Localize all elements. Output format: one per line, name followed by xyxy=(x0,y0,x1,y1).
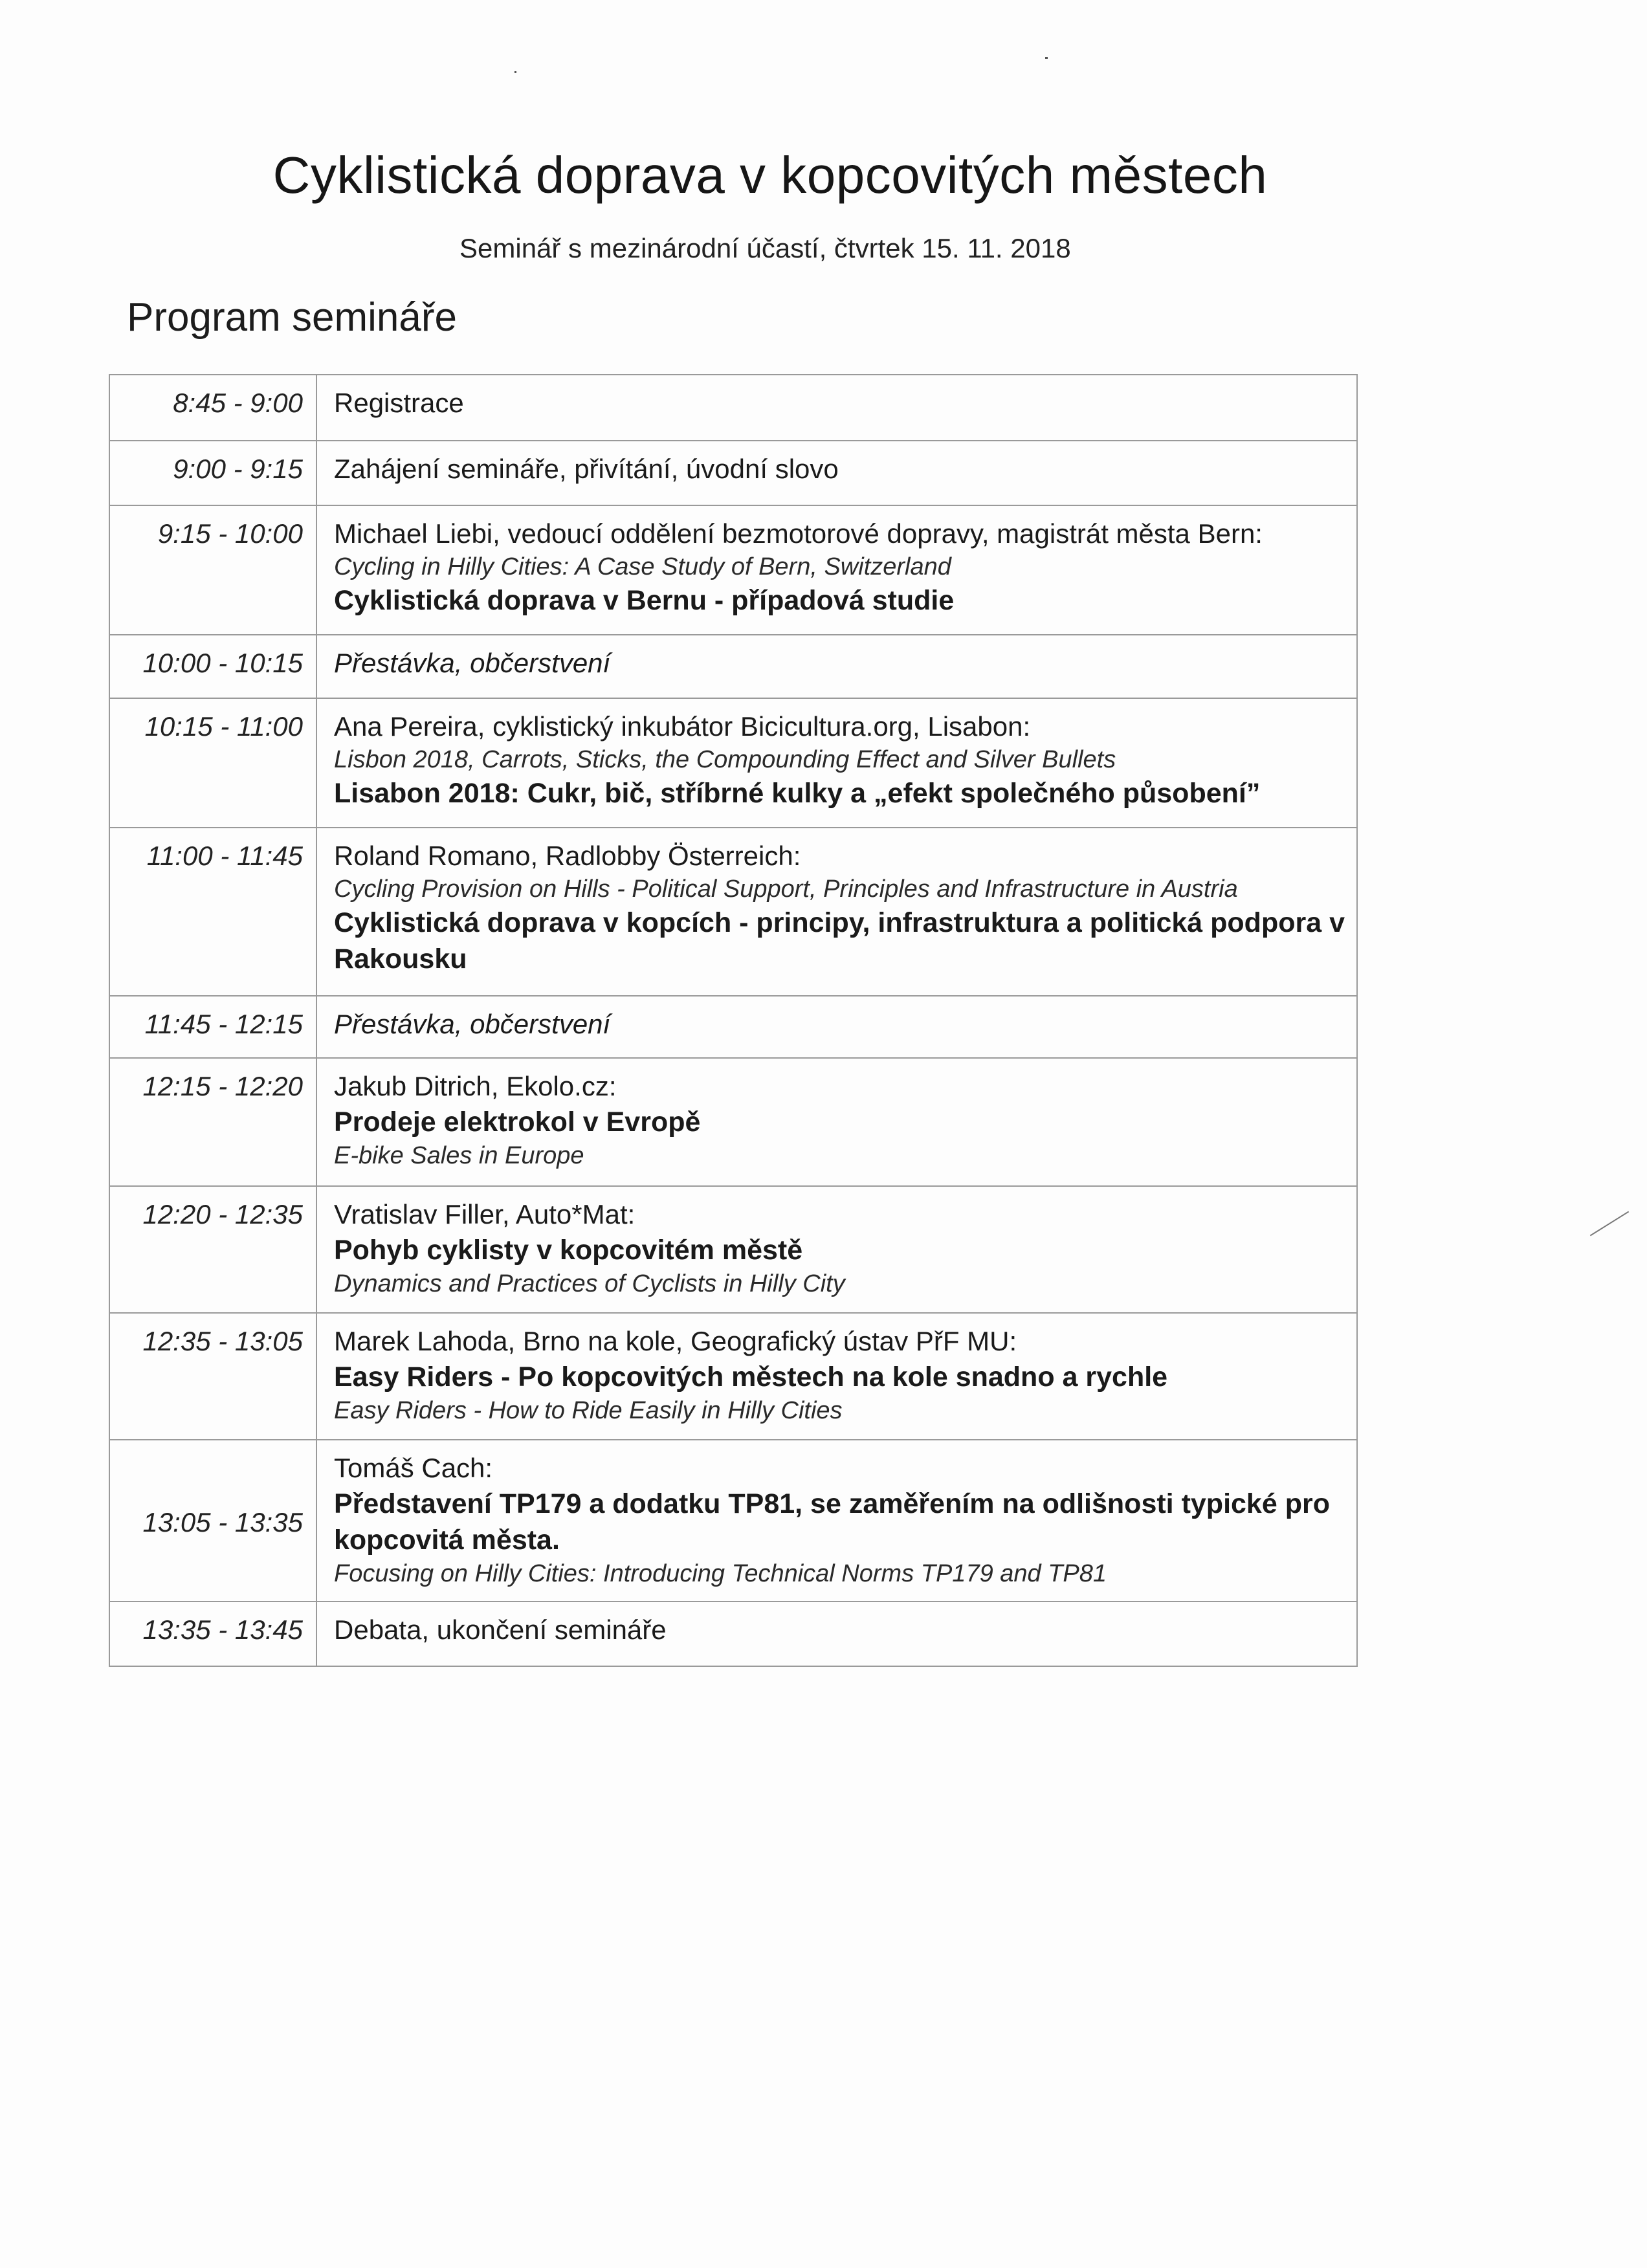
time-cell: 9:00 - 9:15 xyxy=(109,441,316,505)
schedule-row xyxy=(109,441,1357,505)
talk-title-cz: Pohyb cyklisty v kopcovitém městě xyxy=(334,1235,803,1266)
talk-title-en: E-bike Sales in Europe xyxy=(334,1142,584,1169)
program-heading: Program semináře xyxy=(127,295,457,340)
scan-speck xyxy=(514,71,516,73)
content-cell xyxy=(316,996,1357,1058)
schedule-row xyxy=(109,1602,1357,1666)
content-cell xyxy=(316,635,1357,698)
schedule-row xyxy=(109,375,1357,441)
content-cell xyxy=(316,698,1357,828)
break-text: Přestávka, občerstvení xyxy=(334,1009,611,1039)
talk-title-cz: Představení TP179 a dodatku TP81, se zaměřením na odlišnosti typické pro kopcovitá města. xyxy=(334,1488,1330,1556)
talk-title-en: Focusing on Hilly Cities: Introducing Technical Norms TP179 and TP81 xyxy=(334,1560,1107,1587)
talk-title-en: Dynamics and Practices of Cyclists in Hilly City xyxy=(334,1270,845,1297)
talk-title-cz: Easy Riders - Po kopcovitých městech na kole snadno a rychle xyxy=(334,1361,1168,1393)
page-subtitle: Seminář s mezinárodní účastí, čtvrtek 15. 11. 2018 xyxy=(459,233,1071,263)
item-text: Zahájení semináře, přivítání, úvodní slovo xyxy=(334,454,839,484)
talk-title-cz: Lisabon 2018: Cukr, bič, stříbrné kulky a „efekt společného působení” xyxy=(334,778,1261,809)
item-text: Registrace xyxy=(334,388,464,418)
time-cell: 10:00 - 10:15 xyxy=(109,635,316,698)
talk-title-en: Lisbon 2018, Carrots, Sticks, the Compounding Effect and Silver Bullets xyxy=(334,746,1116,773)
content-cell xyxy=(316,505,1357,635)
time-cell: 10:15 - 11:00 xyxy=(109,698,316,828)
time-cell: 12:20 - 12:35 xyxy=(109,1186,316,1313)
speaker-line: Marek Lahoda, Brno na kole, Geografický ústav PřF MU: xyxy=(334,1326,1017,1356)
time-cell: 13:35 - 13:45 xyxy=(109,1602,316,1666)
schedule-row xyxy=(109,1313,1357,1440)
content-cell xyxy=(316,441,1357,505)
scan-mark xyxy=(1590,1211,1629,1237)
time-cell: 9:15 - 10:00 xyxy=(109,505,316,635)
schedule-table xyxy=(109,374,1358,1667)
time-cell: 8:45 - 9:00 xyxy=(109,375,316,441)
schedule-row xyxy=(109,635,1357,698)
talk-title-en: Easy Riders - How to Ride Easily in Hilly Cities xyxy=(334,1397,843,1424)
schedule-row xyxy=(109,505,1357,635)
content-cell xyxy=(316,1058,1357,1186)
time-cell: 11:45 - 12:15 xyxy=(109,996,316,1058)
speaker-line: Roland Romano, Radlobby Österreich: xyxy=(334,841,801,871)
talk-title-en: Cycling in Hilly Cities: A Case Study of Bern, Switzerland xyxy=(334,553,951,580)
time-cell: 12:35 - 13:05 xyxy=(109,1313,316,1440)
schedule-row xyxy=(109,996,1357,1058)
time-cell: 13:05 - 13:35 xyxy=(109,1440,316,1602)
speaker-line: Michael Liebi, vedoucí oddělení bezmotorové dopravy, magistrát města Bern: xyxy=(334,518,1263,549)
schedule-row xyxy=(109,1058,1357,1186)
speaker-line: Tomáš Cach: xyxy=(334,1453,493,1483)
talk-title-cz: Cyklistická doprava v Bernu - případová studie xyxy=(334,585,955,616)
speaker-line: Ana Pereira, cyklistický inkubátor Bicicultura.org, Lisabon: xyxy=(334,711,1031,742)
schedule-row xyxy=(109,1186,1357,1313)
time-cell: 12:15 - 12:20 xyxy=(109,1058,316,1186)
schedule-row xyxy=(109,828,1357,996)
content-cell xyxy=(316,1602,1357,1666)
item-text: Debata, ukončení semináře xyxy=(334,1614,667,1645)
scan-speck xyxy=(1045,57,1048,59)
content-cell xyxy=(316,1440,1357,1602)
content-cell xyxy=(316,1313,1357,1440)
content-cell xyxy=(316,828,1357,996)
talk-title-cz: Prodeje elektrokol v Evropě xyxy=(334,1106,701,1138)
content-cell xyxy=(316,375,1357,441)
page-title: Cyklistická doprava v kopcovitých městech xyxy=(272,146,1268,204)
content-cell xyxy=(316,1186,1357,1313)
schedule-row xyxy=(109,698,1357,828)
speaker-line: Vratislav Filler, Auto*Mat: xyxy=(334,1199,636,1229)
speaker-line: Jakub Ditrich, Ekolo.cz: xyxy=(334,1071,617,1101)
time-cell: 11:00 - 11:45 xyxy=(109,828,316,996)
break-text: Přestávka, občerstvení xyxy=(334,648,611,678)
talk-title-en: Cycling Provision on Hills - Political Support, Principles and Infrastructure in Austria xyxy=(334,875,1238,903)
schedule-row xyxy=(109,1440,1357,1602)
talk-title-cz: Cyklistická doprava v kopcích - principy, infrastruktura a politická podpora v Rakousku xyxy=(334,907,1345,974)
